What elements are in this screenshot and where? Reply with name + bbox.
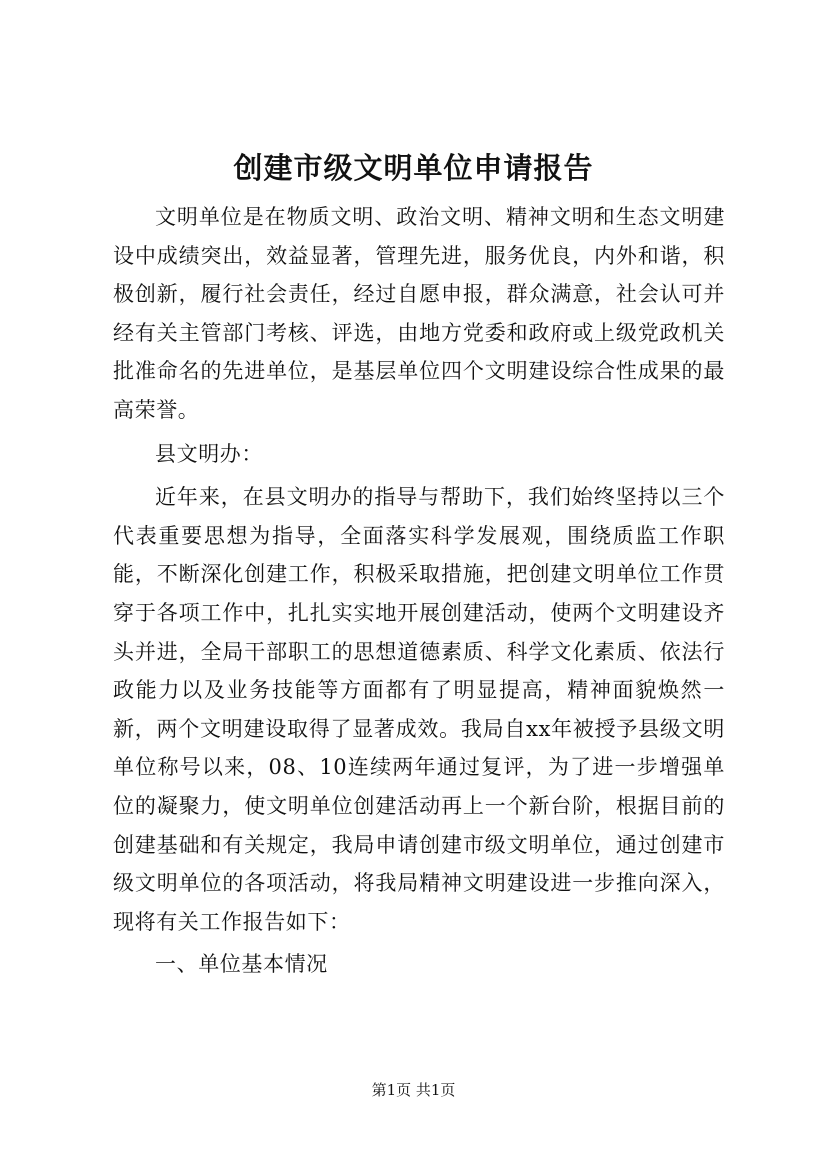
paragraph-greeting: 县文明办： — [155, 441, 263, 466]
paragraph-definition: 文明单位是在物质文明、政治文明、精神文明和生态文明建设中成绩突出，效益显著，管理先进，服务优良，内外和谐，积极创新，履行社会责任，经过自愿申报，群众满意，社会认可并经有关主管部门考核、评选，由地方党委和政府或上级党政机关批准命名的先进单位，是基层单位四个文明建设综合性成果的最高荣誉。 — [113, 205, 725, 422]
document-body — [113, 198, 725, 984]
section-heading: 一、单位基本情况 — [155, 952, 328, 977]
paragraph-intro: 近年来，在县文明办的指导与帮助下，我们始终坚持以三个代表重要思想为指导，全面落实科学发展观，围绕质监工作职能，不断深化创建工作，积极采取措施，把创建文明单位工作贯穿于各项工作中，扎扎实实地开展创建活动，使两个文明建设齐头并进，全局干部职工的思想道德素质、科学文化素质、依法行政能力以及业务技能等方面都有了明显提高，精神面貌焕然一新，两个文明建设取得了显著成效。我局自xx年被授予县级文明单位称号以来，08、10连续两年通过复评，为了进一步增强单位的凝聚力，使文明单位创建活动再上一个新台阶，根据目前的创建基础和有关规定，我局申请创建市级文明单位，通过创建市级文明单位的各项活动，将我局精神文明建设进一步推向深入，现将有关工作报告如下： — [113, 485, 725, 934]
page-footer: 第1页 共1页 — [371, 1081, 456, 1099]
document-title: 创建市级文明单位申请报告 — [233, 151, 594, 185]
